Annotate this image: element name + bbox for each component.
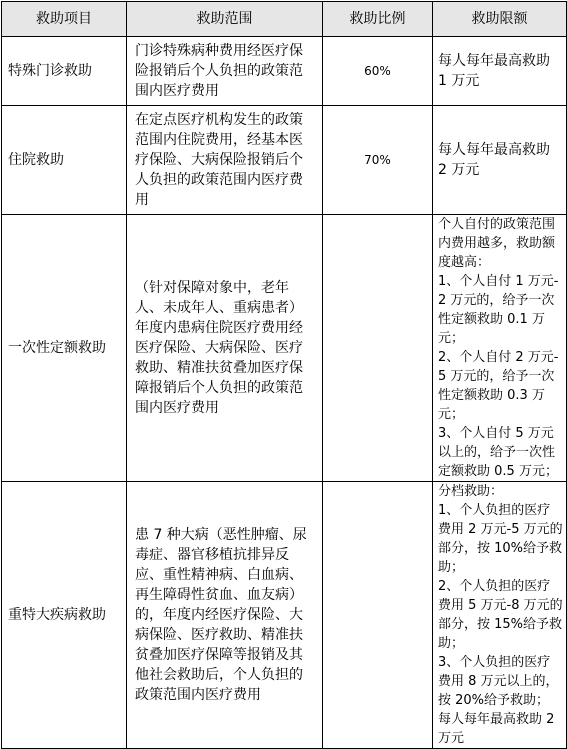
limit-line: 分档救助： (438, 484, 504, 499)
table-row (2, 215, 567, 482)
limit-cell (433, 215, 567, 482)
limit-line: 2、个人自付 2 万元-5 万元的，给予一次性定额救助 0.3 万元； (438, 350, 559, 422)
limit-line: 2、个人负担的医疗费用 5 万元-8 万元的部分，按 15%给予救助； (438, 579, 563, 651)
scope-cell: 门诊特殊病种费用经医疗保险报销后个人负担的政策范围内医疗费用 (127, 37, 323, 106)
limit-cell: 每人每年最高救助 2 万元 (433, 106, 567, 215)
limit-line: 1、个人自付 1 万元-2 万元的，给予一次性定额救助 0.1 万元； (438, 274, 559, 346)
ratio-cell (323, 482, 433, 749)
table-row (2, 482, 567, 749)
scope-cell: 患 7 种大病（恶性肿瘤、尿毒症、器官移植抗排异反应、重性精神病、白血病、再生障碍性贫血、血友病）的，年度内经医疗保险、大病保险、医疗救助、精准扶贫叠加医疗保障等报销及其他社会救助后，个人负担的政策范围内医疗费用 (127, 482, 323, 749)
limit-line: 个人自付的政策范围内费用越多，救助额度越高： (438, 217, 556, 270)
scope-cell: 在定点医疗机构发生的政策范围内住院费用，经基本医疗保险、大病保险报销后个人负担的政策范围内医疗费用 (127, 106, 323, 215)
item-cell: 住院救助 (2, 106, 127, 215)
limit-cell (433, 482, 567, 749)
ratio-cell (323, 215, 433, 482)
item-cell: 特殊门诊救助 (2, 37, 127, 106)
table-row (2, 106, 567, 215)
table-row (2, 37, 567, 106)
header-scope: 救助范围 (127, 2, 323, 37)
ratio-cell: 70% (323, 106, 433, 215)
header-item: 救助项目 (2, 2, 127, 37)
ratio-cell: 60% (323, 37, 433, 106)
header-limit: 救助限额 (433, 2, 567, 37)
limit-line: 1、个人负担的医疗费用 2 万元-5 万元的部分，按 10%给予救助； (438, 503, 563, 575)
item-cell: 重特大疾病救助 (2, 482, 127, 749)
relief-table (1, 1, 567, 749)
header-ratio: 救助比例 (323, 2, 433, 37)
limit-line: 每人每年最高救助 2 万元 (438, 712, 555, 746)
header-row (2, 2, 567, 37)
scope-cell: （针对保障对象中，老年人、未成年人、重病患者）年度内患病住院医疗费用经医疗保险、大病保险、医疗救助、精准扶贫叠加医疗保障报销后个人负担的政策范围内医疗费用 (127, 215, 323, 482)
item-cell: 一次性定额救助 (2, 215, 127, 482)
limit-cell: 每人每年最高救助 1 万元 (433, 37, 567, 106)
limit-line: 3、个人负担的医疗费用 8 万元以上的，按 20%给予救助； (438, 655, 559, 708)
limit-line: 3、个人自付 5 万元以上的，给予一次性定额救助 0.5 万元； (438, 426, 558, 479)
